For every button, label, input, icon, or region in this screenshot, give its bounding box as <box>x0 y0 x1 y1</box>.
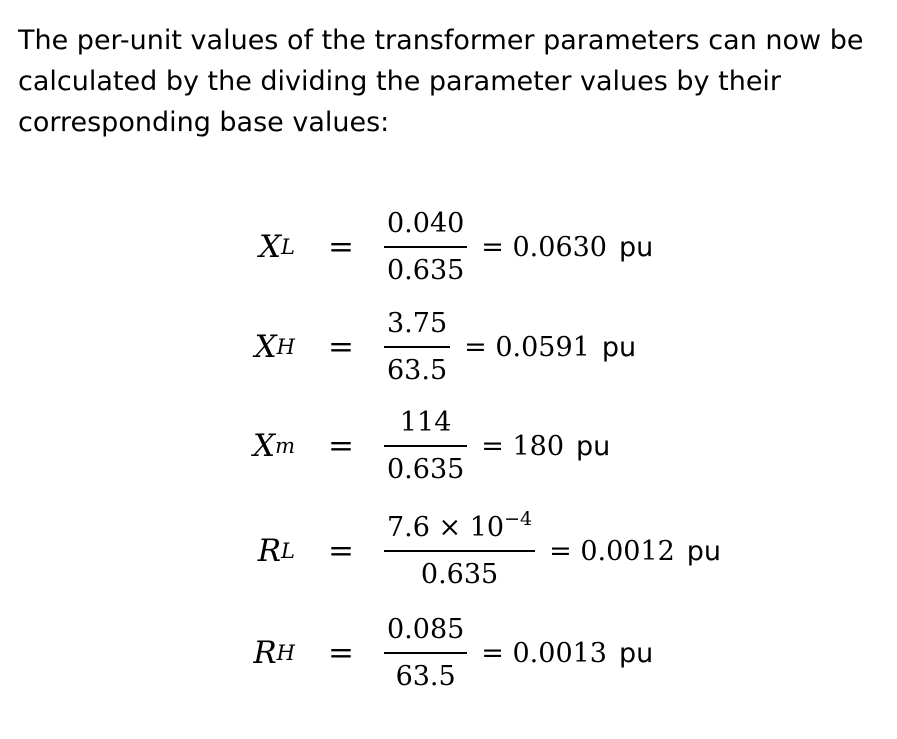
numerator: 114 <box>399 406 452 438</box>
equation-lhs: X H <box>254 329 295 365</box>
unit: pu <box>618 637 654 669</box>
symbol: R <box>257 533 282 569</box>
equation-xl <box>0 192 897 302</box>
numerator: 3.75 <box>387 307 448 339</box>
denominator: 0.635 <box>420 558 499 590</box>
equation-xh <box>0 292 897 402</box>
equation-lhs: R L <box>257 533 295 569</box>
result <box>464 332 636 363</box>
result-value: = 0.0591 <box>464 331 590 363</box>
result-value: = 0.0630 <box>481 231 607 263</box>
equals-sign: = <box>328 533 354 569</box>
unit: pu <box>601 331 637 363</box>
denominator: 63.5 <box>387 354 448 386</box>
fraction <box>384 309 450 386</box>
equals-sign: = <box>328 428 354 464</box>
fraction <box>384 209 467 286</box>
symbol: X <box>258 229 282 265</box>
unit: pu <box>576 430 611 462</box>
equals-sign: = <box>328 329 354 365</box>
fraction <box>384 408 467 485</box>
equation-rh <box>0 598 897 708</box>
symbol: R <box>253 635 277 671</box>
fraction <box>384 507 535 590</box>
result-value: = 0.0012 <box>549 535 675 567</box>
equation-rhs <box>384 192 653 302</box>
numerator: 0.040 <box>387 207 465 239</box>
equation-rhs <box>384 496 721 606</box>
equation-xm <box>0 391 897 501</box>
intro-paragraph: The per-unit values of the transformer parameters can now be calculated by the dividing the parameter values by their corresponding base values: <box>18 25 864 138</box>
equation-rhs <box>384 391 610 501</box>
equals-sign: = <box>328 635 354 671</box>
result <box>549 536 721 567</box>
denominator: 0.635 <box>387 254 465 286</box>
denominator: 0.635 <box>387 453 465 485</box>
equation-lhs: X m <box>253 428 295 464</box>
equation-rhs <box>384 292 636 402</box>
symbol: X <box>253 428 276 464</box>
equation-lhs: X L <box>258 229 295 265</box>
result <box>481 638 653 669</box>
equation-lhs: R H <box>253 635 295 671</box>
result-value: = 180 <box>481 430 565 462</box>
numerator <box>384 507 535 550</box>
unit: pu <box>686 535 722 567</box>
denominator: 63.5 <box>395 660 456 692</box>
fraction <box>384 615 467 692</box>
equation-rhs <box>384 598 653 708</box>
result <box>481 431 610 462</box>
numerator: 0.085 <box>387 613 465 645</box>
equation-rl <box>0 496 897 606</box>
numerator-exponent: −4 <box>504 507 533 530</box>
equals-sign: = <box>328 229 354 265</box>
result <box>481 232 653 263</box>
symbol: X <box>254 329 277 365</box>
result-value: = 0.0013 <box>481 637 607 669</box>
numerator-base: 7.6 × 10 <box>387 511 505 543</box>
unit: pu <box>618 231 654 263</box>
